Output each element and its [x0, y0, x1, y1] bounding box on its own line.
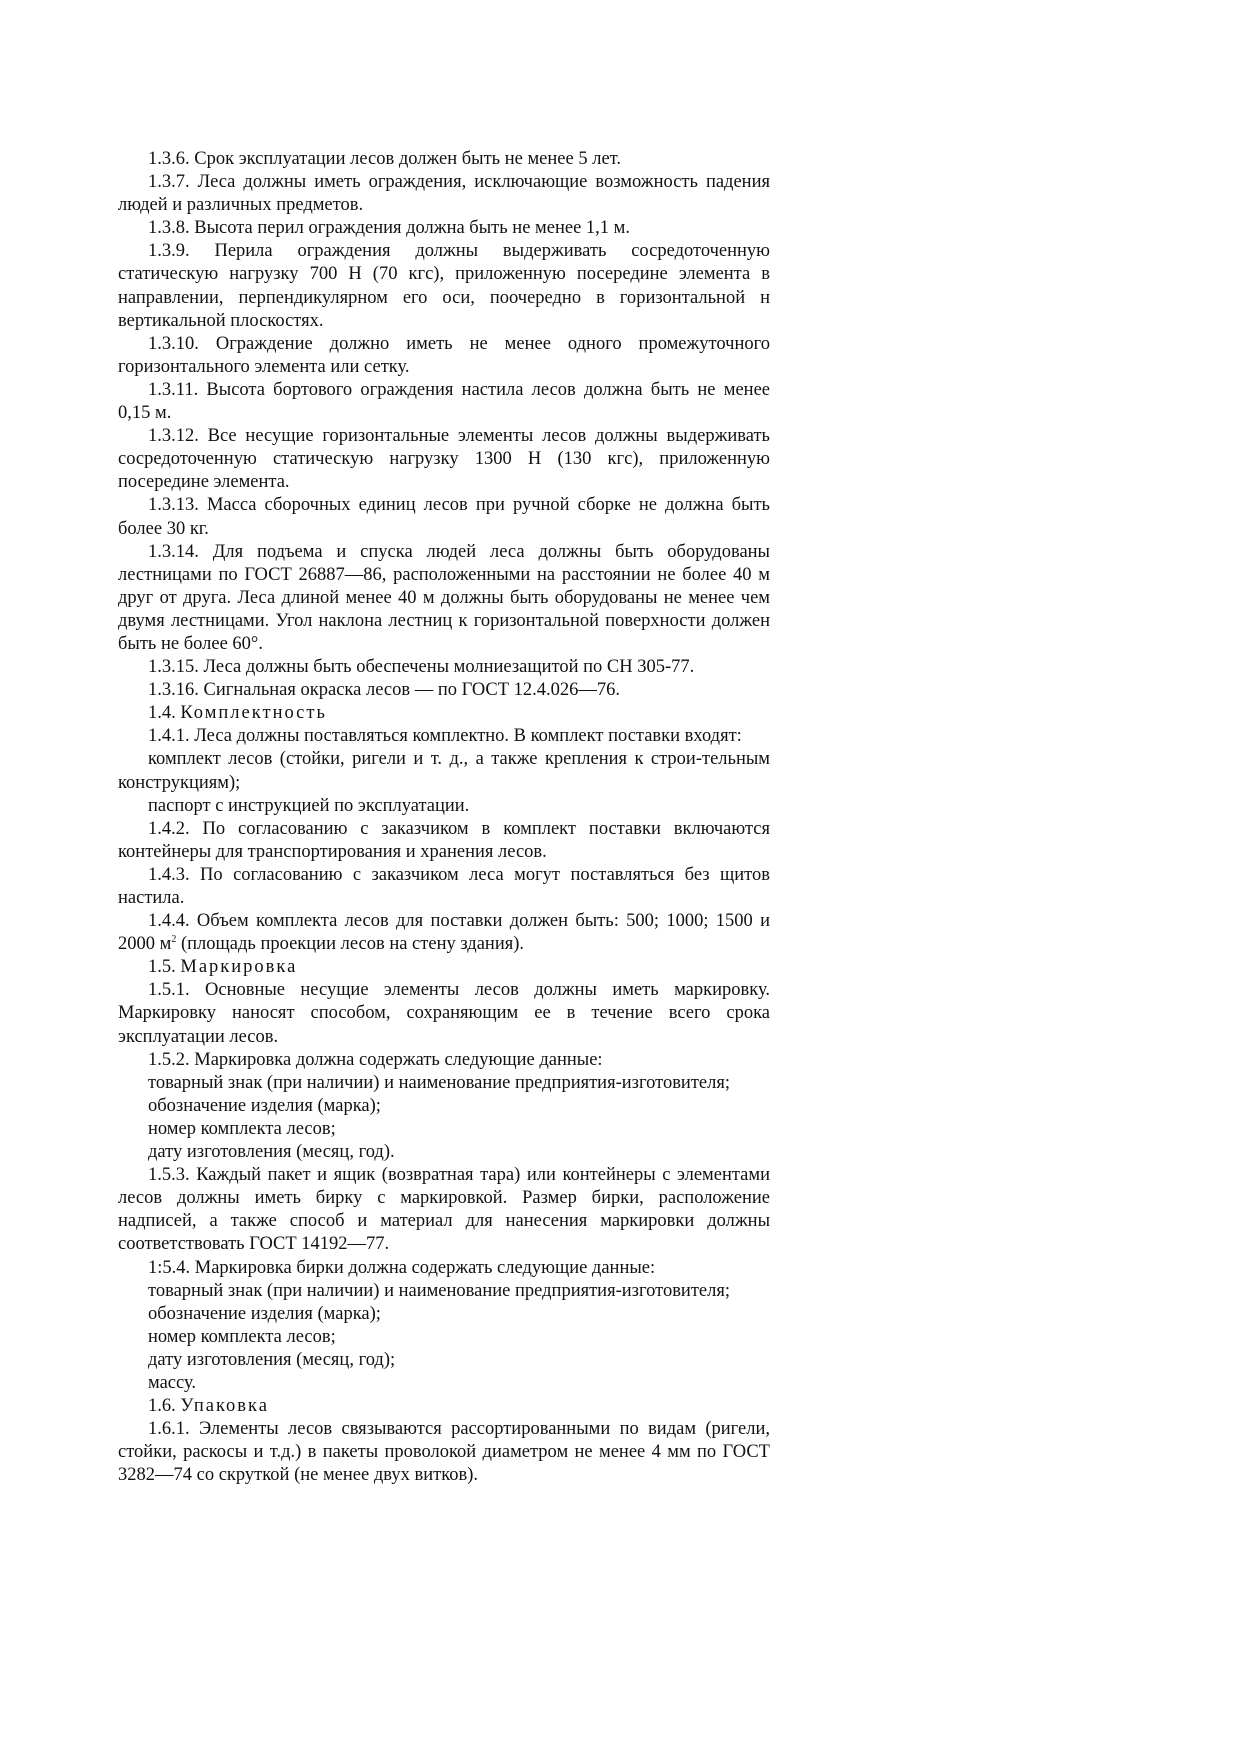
section-heading-1-4 — [118, 702, 770, 725]
list-item: обозначение изделия (марка); — [148, 1303, 381, 1324]
list-item: товарный знак (при наличии) и наименование предприятия-изготовителя; — [148, 1280, 731, 1301]
paragraph-1-5-4: 1:5.4. Маркировка бирки должна содержать следующие данные: — [148, 1257, 656, 1278]
paragraph-1-3-6: 1.3.6. Срок эксплуатации лесов должен быть не менее 5 лет. — [148, 149, 621, 169]
section-title: Упаковка — [180, 1396, 269, 1417]
document-page — [118, 148, 770, 1487]
paragraph-1-3-13: 1.3.13. Масса сборочных единиц лесов при ручной сборке не должна быть более 30 кг. — [118, 495, 770, 539]
paragraph-1-3-9: 1.3.9. Перила ограждения должны выдерживать сосредоточенную статическую нагрузку 700 Н (70 кгс), приложенную посередине элемента в направлении, перпендикулярном его оси, поочередно в горизонтальной н вертикальной плоскостях. — [118, 241, 770, 331]
section-title: Комплектность — [180, 703, 327, 724]
paragraph-1-5-1: 1.5.1. Основные несущие элементы лесов должны иметь маркировку. Маркировку наносят способом, сохраняющим ее в течение всего срока эксплуатации лесов. — [118, 980, 770, 1047]
list-item: обозначение изделия (марка); — [148, 1095, 381, 1116]
paragraph-1-3-11: 1.3.11. Высота бортового ограждения настила лесов должна быть не менее 0,15 м. — [118, 379, 770, 424]
section-number: 1.6. — [148, 1396, 176, 1417]
list-item: паспорт с инструкцией по эксплуатации. — [148, 795, 470, 816]
section-number: 1.5. — [148, 957, 176, 978]
list-item: массу. — [148, 1372, 196, 1393]
paragraph-1-3-15: 1.3.15. Леса должны быть обеспечены молниезащитой по СН 305-77. — [148, 657, 695, 678]
section-heading-1-5 — [118, 956, 770, 979]
paragraph-1-5-3: 1.5.3. Каждый пакет и ящик (возвратная тара) или контейнеры с элементами лесов должны иметь бирку с маркировкой. Размер бирки, расположение надписей, а также способ и материал для нанесения маркировки должны соответствовать ГОСТ 14192—77. — [118, 1165, 770, 1255]
list-item: товарный знак (при наличии) и наименование предприятия-изготовителя; — [148, 1072, 731, 1093]
paragraph-1-3-12: 1.3.12. Все несущие горизонтальные элементы лесов должны выдерживать сосредоточенную статическую нагрузку 1300 Н (130 кгс), приложенную посередине элемента. — [118, 426, 770, 493]
paragraph-1-3-16: 1.3.16. Сигнальная окраска лесов — по ГОСТ 12.4.026—76. — [148, 680, 621, 701]
superscript: 2 — [171, 934, 177, 946]
list-item: дату изготовления (месяц, год); — [148, 1349, 396, 1370]
paragraph-1-6-1: 1.6.1. Элементы лесов связываются рассортированными по видам (ригели, стойки, раскосы и т.д.) в пакеты проволокой диаметром не менее 4 мм по ГОСТ 3282—74 со скруткой (не менее двух витков). — [118, 1419, 770, 1486]
section-title: Маркировка — [180, 957, 298, 978]
list-item: комплект лесов (стойки, ригели и т. д., а также крепления к строи-тельным конструкциям); — [118, 749, 770, 793]
section-heading-1-6 — [118, 1395, 770, 1418]
paragraph-1-4-3: 1.4.3. По согласованию с заказчиком леса могут поставляться без щитов настила. — [118, 864, 770, 908]
paragraph-1-3-10: 1.3.10. Ограждение должно иметь не менее одного промежуточного горизонтального элемента или сетку. — [118, 333, 770, 377]
paragraph-text: (площадь проекции лесов на стену здания). — [176, 934, 525, 955]
paragraph-1-4-1: 1.4.1. Леса должны поставляться комплектно. В комплект поставки входят: — [148, 726, 742, 747]
paragraph-1-5-2: 1.5.2. Маркировка должна содержать следующие данные: — [148, 1049, 603, 1070]
list-item: дату изготовления (месяц, год). — [148, 1142, 395, 1163]
paragraph-text: 1.4.4. Объем комплекта лесов для поставки должен быть: 500; 1000; 1500 и 2000 м — [118, 911, 770, 955]
paragraph-1-3-8: 1.3.8. Высота перил ограждения должна быть не менее 1,1 м. — [148, 218, 630, 239]
paragraph-1-4-2: 1.4.2. По согласованию с заказчиком в комплект поставки включаются контейнеры для транспортирования и хранения лесов. — [118, 818, 770, 862]
list-item: номер комплекта лесов; — [148, 1326, 336, 1347]
paragraph-1-3-14: 1.3.14. Для подъема и спуска людей леса должны быть оборудованы лестницами по ГОСТ 26887—86, расположенными на расстоянии не более 40 м друг от друга. Леса длиной менее 40 м должны быть оборудованы не менее чем двумя лестницами. Угол наклона лестниц к горизонтальной поверхности должен быть не более 60°. — [118, 541, 770, 654]
section-number: 1.4. — [148, 703, 176, 724]
paragraph-1-4-4 — [118, 910, 770, 956]
list-item: номер комплекта лесов; — [148, 1118, 336, 1139]
paragraph-1-3-7: 1.3.7. Леса должны иметь ограждения, исключающие возможность падения людей и различных предметов. — [118, 172, 770, 216]
